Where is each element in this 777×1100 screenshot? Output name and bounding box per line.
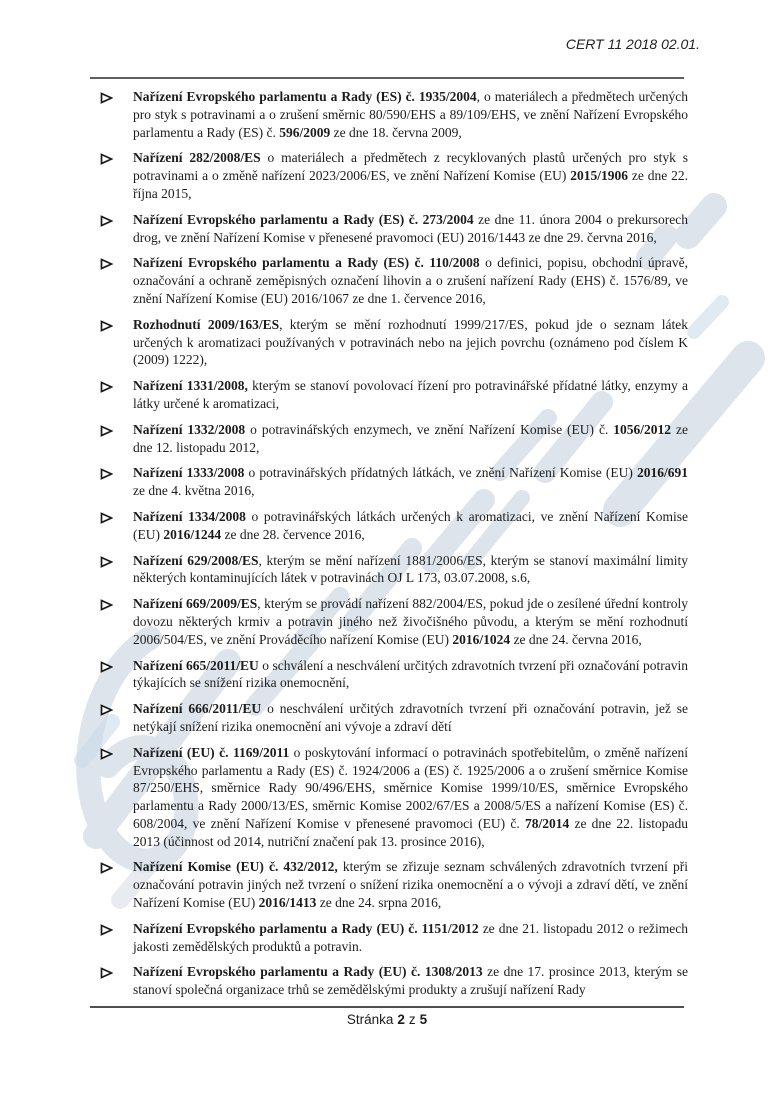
- footer-page-number: 2: [397, 1012, 405, 1027]
- list-item: [100, 88, 688, 141]
- list-item-text: Nařízení 669/2009/ES, kterým se provádí nařízení 882/2004/ES, pokud jde o zesílené úřední kontroly dovozu některých krmiv a potravin jiného než živočišného původu, a kterým se mění rozhodnutí 2006/504/ES, ve znění Prováděcího nařízení Komise (EU) 2016/1024 ze dne 24. června 2016,: [133, 596, 689, 647]
- list-item-text: Nařízení Komise (EU) č. 432/2012, kterým se zřizuje seznam schválených zdravotních tvrzení při označování potravin jiných než tvrzení o snížení rizika onemocnění a o vývoji a zdraví dětí, ve znění Nařízení Komise (EU) 2016/1413 ze dne 24. srpna 2016,: [133, 859, 688, 911]
- list-item: [100, 254, 688, 307]
- list-item-text: Nařízení 282/2008/ES o materiálech a předmětech z recyklovaných plastů určených pro styk s potravinami a o změně nařízení 2023/2006/ES, ve znění Nařízení Komise (EU) 2015/1906 ze dne 22. října 2015,: [133, 150, 689, 201]
- list-item-text: Nařízení Evropského parlamentu a Rady (EU) č. 1151/2012 ze dne 21. listopadu 2012 o režimech jakosti zemědělských produktů a potravin.: [133, 920, 688, 954]
- page-footer: [0, 1002, 777, 1100]
- list-item: [100, 858, 688, 911]
- list-item-text: Nařízení 665/2011/EU o schválení a neschválení určitých zdravotních tvrzení při označování potravin týkajících se snížení rizika onemocnění,: [133, 657, 688, 691]
- list-item-text: Nařízení 1331/2008, kterým se stanoví povolovací řízení pro potravinářské přídatné látky, enzymy a látky určené k aromatizaci,: [133, 378, 688, 411]
- arrow-bullet-icon: [100, 464, 133, 500]
- footer-divider: [90, 1006, 684, 1008]
- arrow-bullet-icon: [100, 508, 133, 544]
- arrow-bullet-icon: [100, 552, 133, 588]
- list-item: [100, 744, 688, 851]
- list-item-text: Nařízení 629/2008/ES, kterým se mění nařízení 1881/2006/ES, kterým se stanoví maximální limity některých kontaminujících látek v potravinách OJ L 173, 03.07.2008, s.6,: [133, 552, 689, 586]
- list-item-text: Nařízení Evropského parlamentu a Rady (ES) č. 1935/2004, o materiálech a předmětech určených pro styk s potravinami a o zrušení směrnic 80/590/EHS a 89/109/EHS, ve znění Nařízení Evropského parlamentu a Rady (ES) č. 596/2009 ze dne 18. června 2009,: [133, 89, 688, 140]
- list-item: [100, 700, 688, 736]
- list-item-text: Nařízení Evropského parlamentu a Rady (EU) č. 1308/2013 ze dne 17. prosince 2013, kterým se stanoví společná organizace trhů se zemědělskými produkty a zrušují nařízení Rady: [133, 964, 688, 998]
- list-item: [100, 464, 688, 500]
- arrow-bullet-icon: [100, 88, 133, 141]
- arrow-bullet-icon: [100, 744, 133, 851]
- list-item-text: Nařízení 1333/2008 o potravinářských přídatných látkách, ve znění Nařízení Komise (EU) 2016/691 ze dne 4. května 2016,: [133, 465, 688, 499]
- list-item-text: Nařízení Evropského parlamentu a Rady (ES) č. 110/2008 o definici, popisu, obchodní úpravě, označování a ochraně zeměpisných označení lihovin a o zrušení nařízení Rady (EHS) č. 1576/89, ve znění Nařízení Komise (EU) 2016/1067 ze dne 1. července 2016,: [133, 255, 688, 306]
- arrow-bullet-icon: [100, 254, 133, 307]
- list-item: [100, 211, 688, 247]
- arrow-bullet-icon: [100, 211, 133, 247]
- document-code: CERT 11 2018 02.01.: [565, 36, 700, 52]
- arrow-bullet-icon: [100, 149, 133, 202]
- list-item: [100, 657, 688, 693]
- list-item: [100, 920, 688, 956]
- list-item: [100, 149, 688, 202]
- header-divider: [90, 77, 684, 79]
- list-item-text: Nařízení 1334/2008 o potravinářských látkách určených k aromatizaci, ve znění Nařízení Komise (EU) 2016/1244 ze dne 28. července 2016,: [133, 508, 688, 542]
- arrow-bullet-icon: [100, 377, 133, 413]
- arrow-bullet-icon: [100, 963, 133, 999]
- regulation-list: [100, 88, 688, 1007]
- list-item-text: Nařízení 666/2011/EU o neschválení určitých zdravotních tvrzení při označování potravin, jež se netýkají snížení rizika onemocnění ani vývoje a zdraví dětí: [133, 701, 689, 734]
- list-item: [100, 421, 688, 457]
- list-item-text: Nařízení (EU) č. 1169/2011 o poskytování informací o potravinách spotřebitelům, o změně nařízení Evropského parlamentu a Rady (ES) č. 1924/2006 a (ES) č. 1925/2006 a o zrušení směrnice Komise 87/250/EHS, směrnice Rady 90/496/EHS, směrnice Komise 1999/10/ES, směrnice Evropského parlamentu a Rady 2000/13/ES, směrnic Komise 2002/67/ES a 2008/5/ES a nařízení Komise (ES) č. 608/2004, ve znění Nařízení Komise v přenesené pravomoci (EU) č. 78/2014 ze dne 22. listopadu 2013 (účinnost od 2014, nutriční značení pak 13. prosince 2016),: [133, 744, 688, 849]
- footer-label: Stránka: [346, 1012, 394, 1027]
- arrow-bullet-icon: [100, 657, 133, 693]
- arrow-bullet-icon: [100, 700, 133, 736]
- arrow-bullet-icon: [100, 858, 133, 911]
- arrow-bullet-icon: [100, 421, 133, 457]
- footer-total-pages: 5: [419, 1012, 428, 1027]
- list-item: [100, 508, 688, 544]
- page-number-text: [90, 1012, 684, 1027]
- list-item: [100, 316, 688, 369]
- arrow-bullet-icon: [100, 595, 133, 648]
- arrow-bullet-icon: [100, 920, 133, 956]
- arrow-bullet-icon: [100, 316, 133, 369]
- list-item-text: Nařízení Evropského parlamentu a Rady (ES) č. 273/2004 ze dne 11. února 2004 o prekursorech drog, ve znění Nařízení Komise v přenesené pravomoci (EU) 2016/1443 ze dne 29. června 2016,: [133, 211, 688, 245]
- list-item-text: Rozhodnutí 2009/163/ES, kterým se mění rozhodnutí 1999/217/ES, pokud jde o seznam látek určených k aromatizaci používaných v potravinách nebo na jejich povrchu (oznámeno pod číslem K (2009) 1222),: [133, 316, 688, 368]
- list-item: [100, 963, 688, 999]
- list-item: [100, 595, 688, 648]
- footer-separator: z: [408, 1012, 416, 1027]
- list-item: [100, 552, 688, 588]
- list-item-text: Nařízení 1332/2008 o potravinářských enzymech, ve znění Nařízení Komise (EU) č. 1056/2012 ze dne 12. listopadu 2012,: [133, 421, 688, 455]
- list-item: [100, 377, 688, 413]
